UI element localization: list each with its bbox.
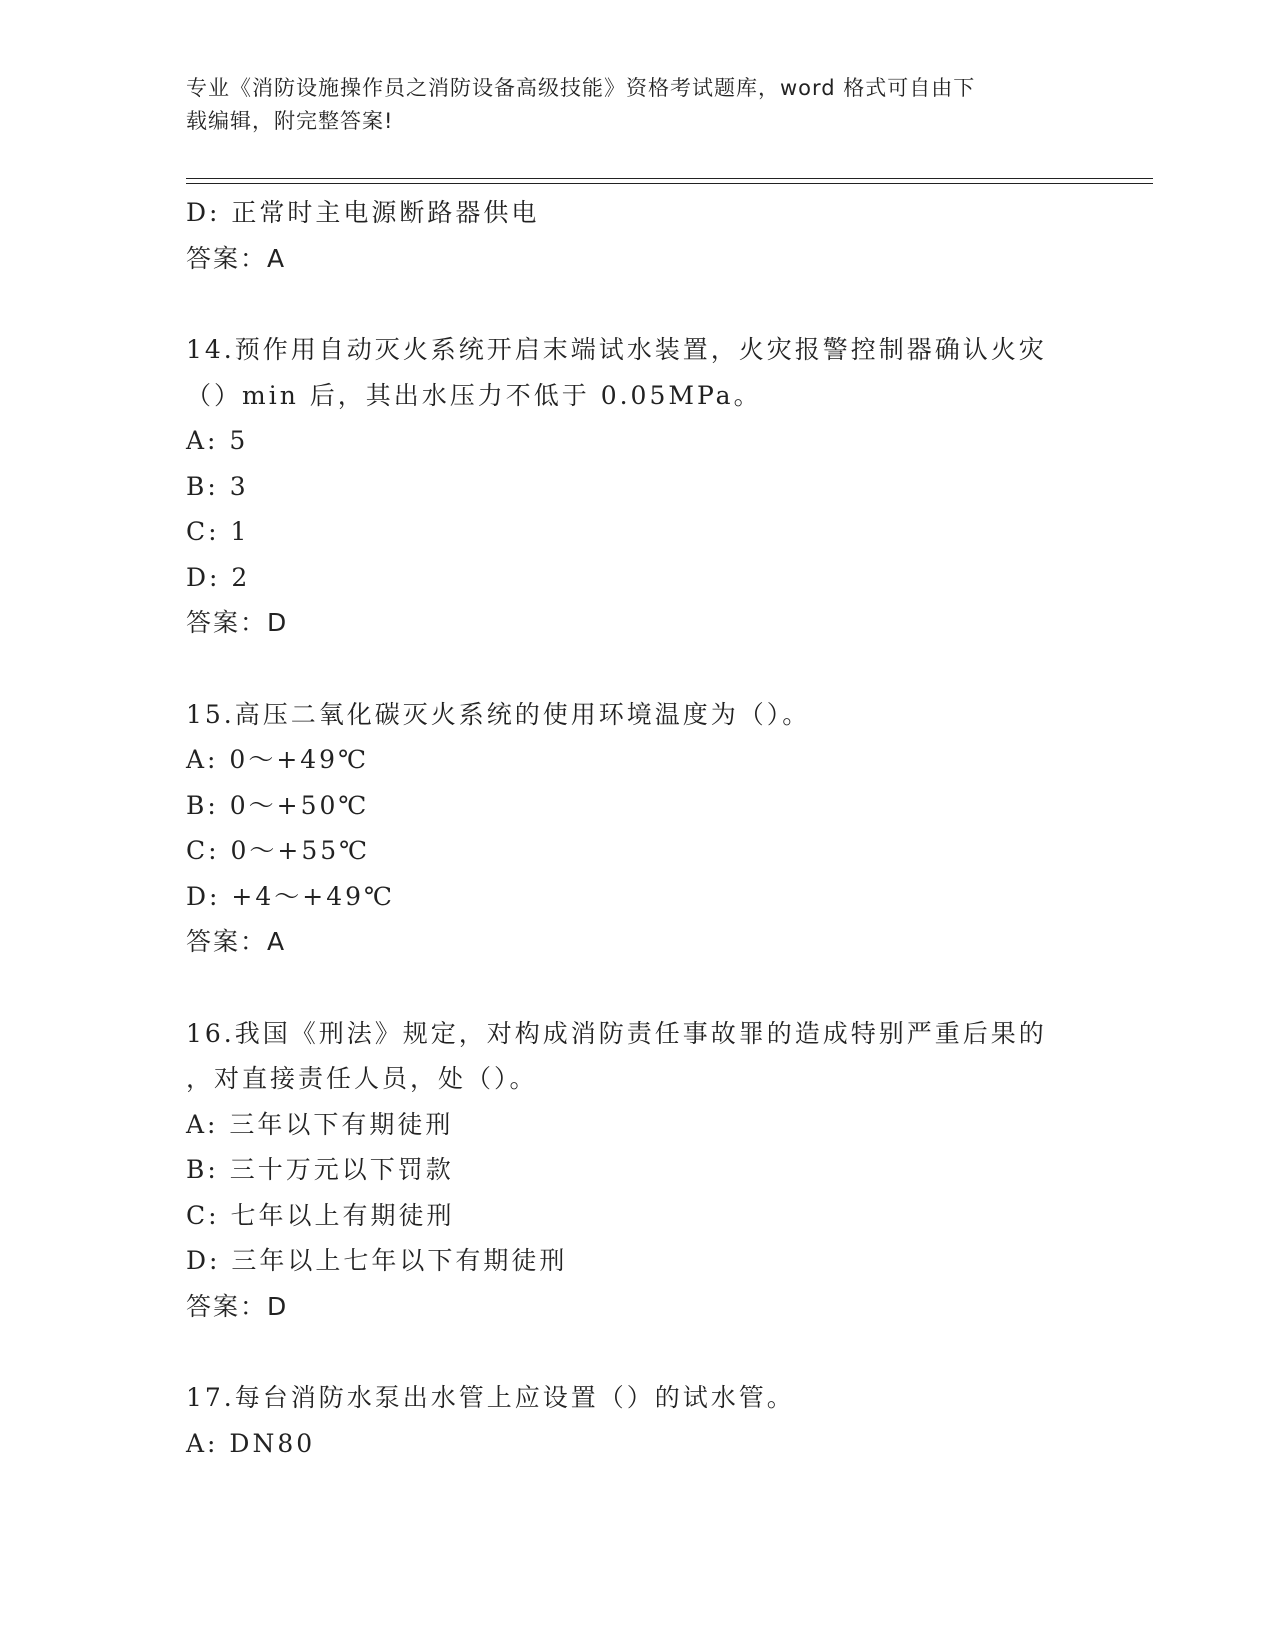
option-b: B: 3 (186, 471, 249, 501)
header-divider-bottom (186, 183, 1153, 184)
spacer (186, 1329, 1146, 1375)
option-b: B: 三十万元以下罚款 (186, 1155, 454, 1184)
question-text: 16.我国《刑法》规定，对构成消防责任事故罪的造成特别严重后果的 (186, 1018, 1047, 1048)
option-a: A: 三年以下有期徒刑 (186, 1109, 454, 1139)
question-15 (186, 692, 1146, 965)
option-a: A: DN80 (186, 1428, 316, 1458)
answer: 答案：A (186, 927, 287, 956)
option-d: D: +4～+49℃ (186, 881, 395, 911)
prev-option-d: D: 正常时主电源断路器供电 (186, 198, 540, 227)
option-d: D: 2 (186, 562, 251, 592)
question-text-continued: ，对直接责任人员，处（）。 (186, 1064, 538, 1093)
question-text-continued: （）min 后，其出水压力不低于 0.05MPa。 (186, 380, 762, 410)
question-14 (186, 327, 1146, 646)
header-line-2: 载编辑，附完整答案! (186, 109, 394, 133)
question-17 (186, 1375, 1146, 1466)
question-content (186, 190, 1146, 1466)
question-text: 17.每台消防水泵出水管上应设置（）的试水管。 (186, 1383, 795, 1412)
question-text: 14.预作用自动灭火系统开启末端试水装置，火灾报警控制器确认火灾 (186, 335, 1047, 364)
answer: 答案：D (186, 1291, 289, 1321)
option-a: A: 5 (186, 426, 249, 455)
prev-answer: 答案：A (186, 243, 287, 273)
answer: 答案：D (186, 608, 289, 637)
option-c: C: 七年以上有期徒刑 (186, 1200, 455, 1230)
option-d: D: 三年以上七年以下有期徒刑 (186, 1246, 568, 1275)
header-line-1: 专业《消防设施操作员之消防设备高级技能》资格考试题库，word 格式可自由下 (186, 76, 976, 100)
spacer (186, 965, 1146, 1011)
document-header (186, 72, 1066, 138)
header-divider-top (186, 178, 1153, 179)
spacer (186, 281, 1146, 327)
option-b: B: 0～+50℃ (186, 790, 370, 820)
option-a: A: 0～+49℃ (186, 745, 370, 774)
spacer (186, 646, 1146, 692)
option-c: C: 1 (186, 517, 250, 546)
option-c: C: 0～+55℃ (186, 836, 371, 865)
question-16 (186, 1011, 1146, 1330)
question-text: 15.高压二氧化碳灭火系统的使用环境温度为（）。 (186, 699, 811, 729)
